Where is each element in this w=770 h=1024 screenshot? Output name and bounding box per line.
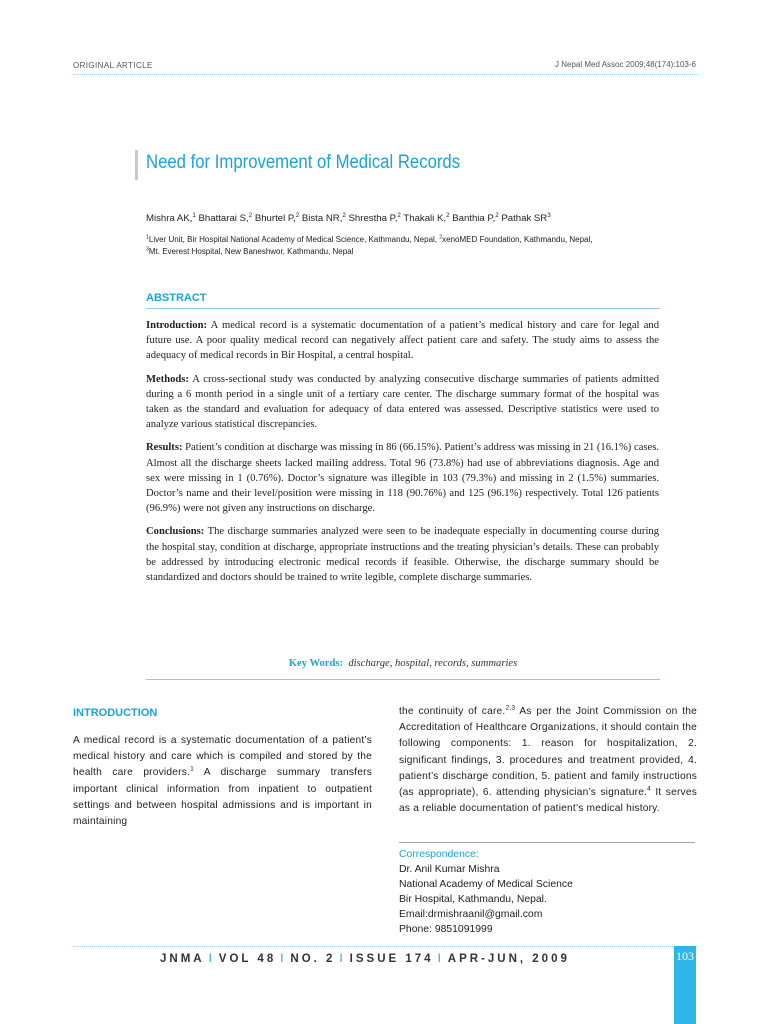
abstract-results: Results: Patient’s condition at discharge was missing in 86 (66.15%). Patient’s address was missing in 21 (16.1%) cases. Almost all the discharge sheets lacked mailing address. Total 96 (73.8%) had use of abbreviations diagnosis. Age and sex were missing in 1 (0.76%). Doctor’s signature was illegible in 103 (79.3%) and missing in 2 (1.5%) summaries. Doctor’s name and their level/position were missing in 118 (90.76%) and 125 (96.1%) respectively. Total 126 patients (96.9%) were not given any instructions on discharge. (146, 442, 659, 515)
keywords-divider (146, 679, 660, 680)
correspondence-address: Bir Hospital, Kathmandu, Nepal. (399, 894, 547, 905)
abstract-body (146, 318, 659, 593)
article-title: Need for Improvement of Medical Records (146, 152, 461, 173)
author: Pathak $SR^3$ (501, 211, 551, 224)
abstract-introduction: Introduction: A medical record is a systematic documentation of a patient’s medical history and care for legal and future use. A poor quality medical record can negatively affect patient care and safety. The study aims to assess the adequacy of medical records in Bir Hospital, a central hospital. (146, 320, 659, 362)
article-type-label: ORIGINAL ARTICLE (73, 61, 153, 70)
footer-divider (73, 946, 697, 947)
author: Mishra AK,$^1$ (146, 211, 196, 224)
correspondence-name: Dr. Anil Kumar Mishra (399, 864, 500, 875)
correspondence-heading: Correspondence: (399, 849, 479, 860)
title-accent-bar (135, 150, 138, 180)
keywords-label: Key Words: (288, 658, 344, 669)
abstract-divider (146, 308, 660, 309)
author: Shrestha P,$^2$ (348, 211, 401, 224)
author-list (146, 213, 551, 224)
journal-citation: J Nepal Med Assoc 2009;48(174):103-6 (555, 60, 696, 69)
author: Thakali K,$^2$ (403, 211, 450, 224)
affiliations: $^1$Liver Unit, Bir Hospital National Academy of Medical Science, Kathmandu, Nepal, $^2$xenoMED Foundation, Kathmandu, Nepal, $^3$Mt. Everest Hospital, New Baneshwor, Kathmandu, Nepal (146, 234, 593, 256)
introduction-heading: INTRODUCTION (73, 707, 158, 719)
correspondence-institution: National Academy of Medical Science (399, 879, 573, 890)
journal-footer: JNMA I VOL 48 I NO. 2 I ISSUE 174 I APR-JUN, 2009 (160, 953, 570, 965)
author: Bista NR,$^2$ (301, 211, 346, 224)
introduction-left-column: A medical record is a systematic documentation of a patient’s medical history and care which is compiled and stored by the health care providers.$^1$ A discharge summary transfers important clinical information from inpatient to outpatient settings and between hospital admissions and is important in maintaining (73, 735, 372, 828)
correspondence-block (399, 847, 573, 937)
author: Bhurtel P,$^2$ (254, 211, 300, 224)
author: Bhattarai S,$^2$ (198, 211, 253, 224)
header-divider (73, 74, 697, 75)
correspondence-divider (399, 842, 695, 843)
correspondence-phone: Phone: 9851091999 (399, 924, 493, 935)
correspondence-email: Email:drmishraanil@gmail.com (399, 909, 543, 920)
page-number: 103 (676, 949, 694, 963)
abstract-conclusions: Conclusions: The discharge summaries analyzed were seen to be inadequate especially in documenting course during the hospital stay, condition at discharge, appropriate instructions and the treating physician’s details. These can probably be addressed by introducing electronic medical records if feasible. Otherwise, the discharge summary should be standardized and doctors should be trained to write legible, complete discharge summaries. (146, 526, 659, 584)
author: Banthia P,$^2$ (452, 211, 499, 224)
introduction-right-column: the continuity of care.$^{2,3}$ As per the Joint Commission on the Accreditation of Healthcare Organizations, it should contain the following components: 1. reason for hospitalization, 2. significant findings, 3. procedures and treatment provided, 4. patient’s discharge condition, 5. patient and family instructions (as appropriate), 6. attending physician’s signature.$^4$ It serves as a reliable documentation of patient’s medical history. (399, 704, 698, 815)
abstract-heading: ABSTRACT (146, 292, 207, 304)
abstract-methods: Methods: A cross-sectional study was conducted by analyzing consecutive discharge summaries of patients admitted during a 6 month period in a single unit of a tertiary care center. The discharge summary format of the hospital was taken as the standard and evaluation for adequacy of data entered was assessed. Descriptive statistics were used to analyze various statistical discrepancies. (146, 373, 659, 431)
keywords-value: discharge, hospital, records, summaries (348, 658, 518, 669)
keywords (146, 658, 660, 669)
